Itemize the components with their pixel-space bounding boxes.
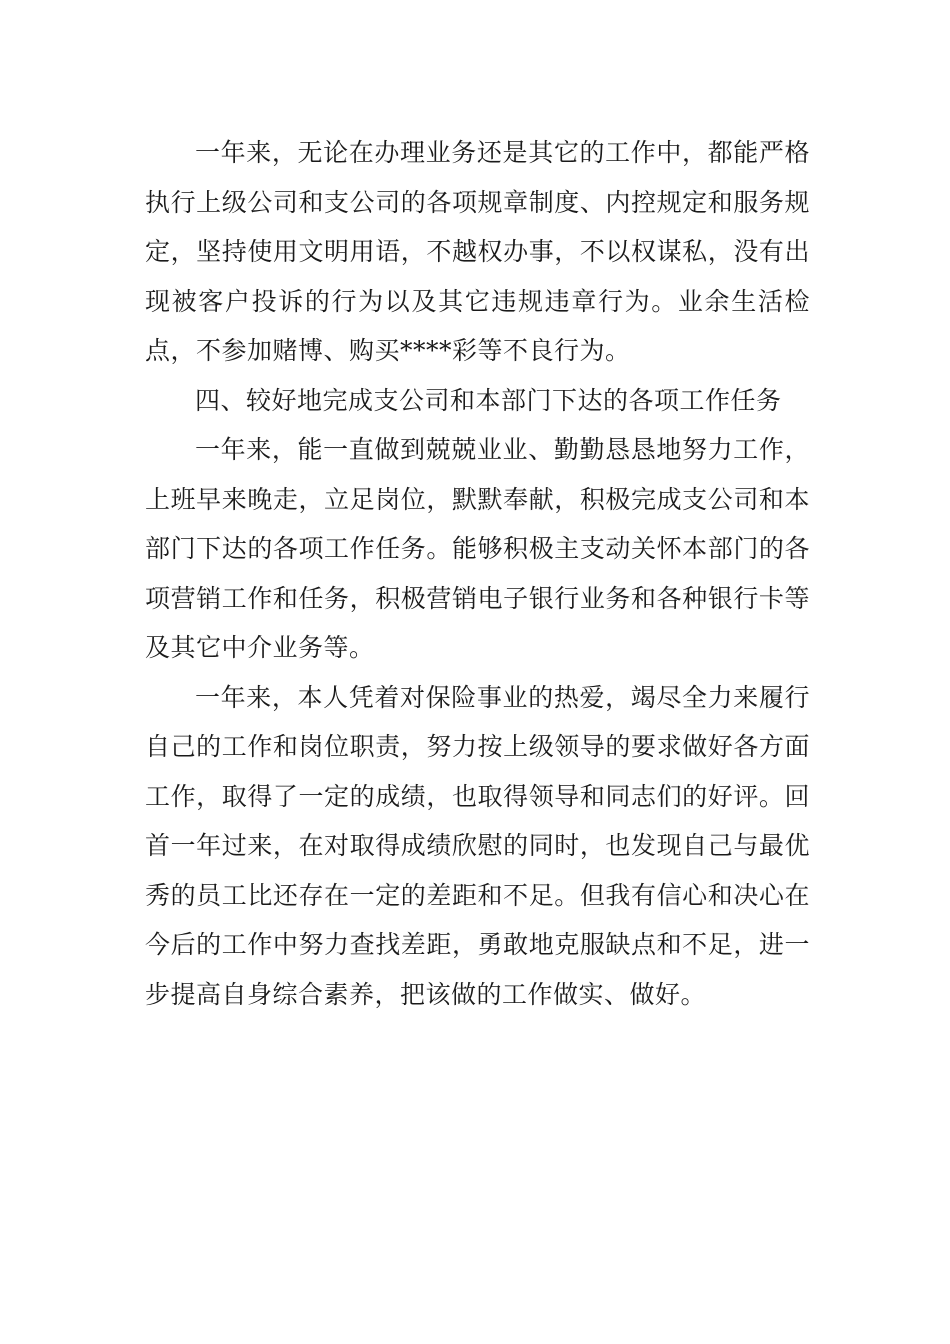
paragraph-summary: 一年来，本人凭着对保险事业的热爱，竭尽全力来履行自己的工作和岗位职责，努力按上级领导的要求做好各方面工作，取得了一定的成绩，也取得领导和同志们的好评。回首一年过来，在对取得成绩欣慰的同时，也发现自己与最优秀的员工比还存在一定的差距和不足。但我有信心和决心在今后的工作中努力查找差距，勇敢地克服缺点和不足，进一步提高自身综合素养，把该做的工作做实、做好。 — [145, 682, 810, 1009]
section-heading-four: 四、较好地完成支公司和本部门下达的各项工作任务 — [195, 385, 782, 415]
paragraph-compliance: 一年来，无论在办理业务还是其它的工作中，都能严格执行上级公司和支公司的各项规章制度、内控规定和服务规定，坚持使用文明用语，不越权办事，不以权谋私，没有出现被客户投诉的行为以及其它违规违章行为。业余生活检点，不参加赌博、购买****彩等不良行为。 — [145, 138, 810, 365]
document-body — [145, 128, 810, 1019]
paragraph-diligence: 一年来，能一直做到兢兢业业、勤勤恳恳地努力工作，上班早来晚走，立足岗位，默默奉献，积极完成支公司和本部门下达的各项工作任务。能够积极主支动关怀本部门的各项营销工作和任务，积极营销电子银行业务和各种银行卡等及其它中介业务等。 — [145, 435, 810, 662]
